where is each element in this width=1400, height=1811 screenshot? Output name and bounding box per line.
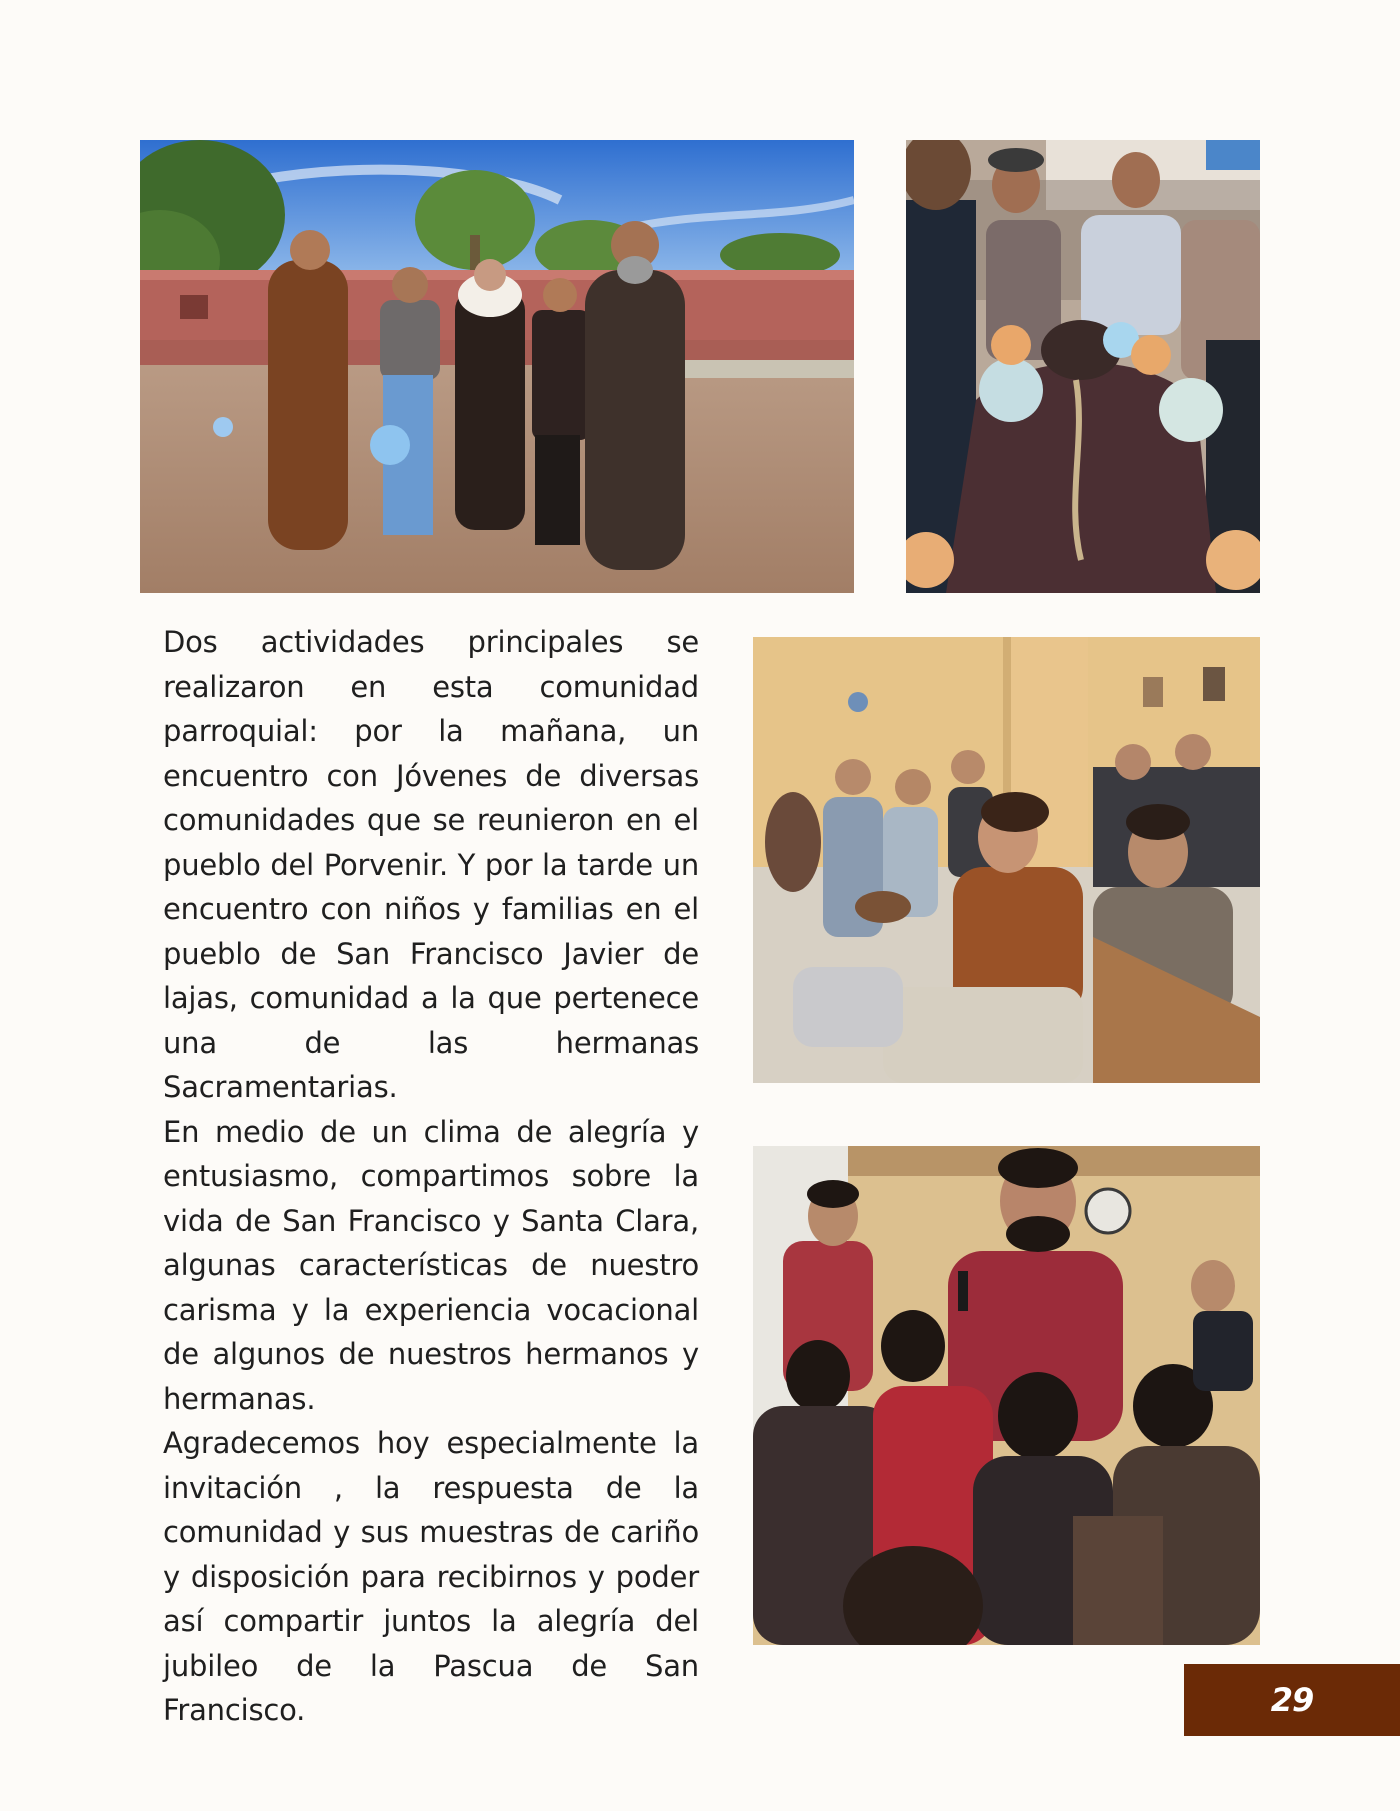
article-paragraph-2: En medio de un clima de alegría y entusiasmo, compartimos sobre la vida de San Francisco y Santa Clara, algunas características de nuestro carisma y la experiencia vocacional de algunos de nuestros hermanos y hermanas. — [163, 1114, 699, 1416]
photo-seated-audience — [753, 637, 1260, 1083]
article-body — [163, 620, 699, 1733]
page-number-tab — [1184, 1664, 1400, 1736]
article-paragraph-1: Dos actividades principales se realizaron en esta comunidad parroquial: por la mañana, un encuentro con Jóvenes de diversas comunidades que se reunieron en el pueblo del Porvenir. Y por la tarde un encuentro con niños y familias en el pueblo de San Francisco Javier de lajas, comunidad a la que pertenece una de las hermanas Sacramentarias. — [163, 625, 699, 1104]
photo-speaker-microphone — [753, 1146, 1260, 1645]
page-number: 29 — [1270, 1681, 1314, 1719]
photo-group-outdoors — [140, 140, 854, 593]
photo-youth-circle — [906, 140, 1260, 593]
article-paragraph-3: Agradecemos hoy especialmente la invitación , la respuesta de la comunidad y sus muestras de cariño y disposición para recibirnos y poder así compartir juntos la alegría del jubileo de la Pascua de San Francisco. — [163, 1426, 699, 1727]
